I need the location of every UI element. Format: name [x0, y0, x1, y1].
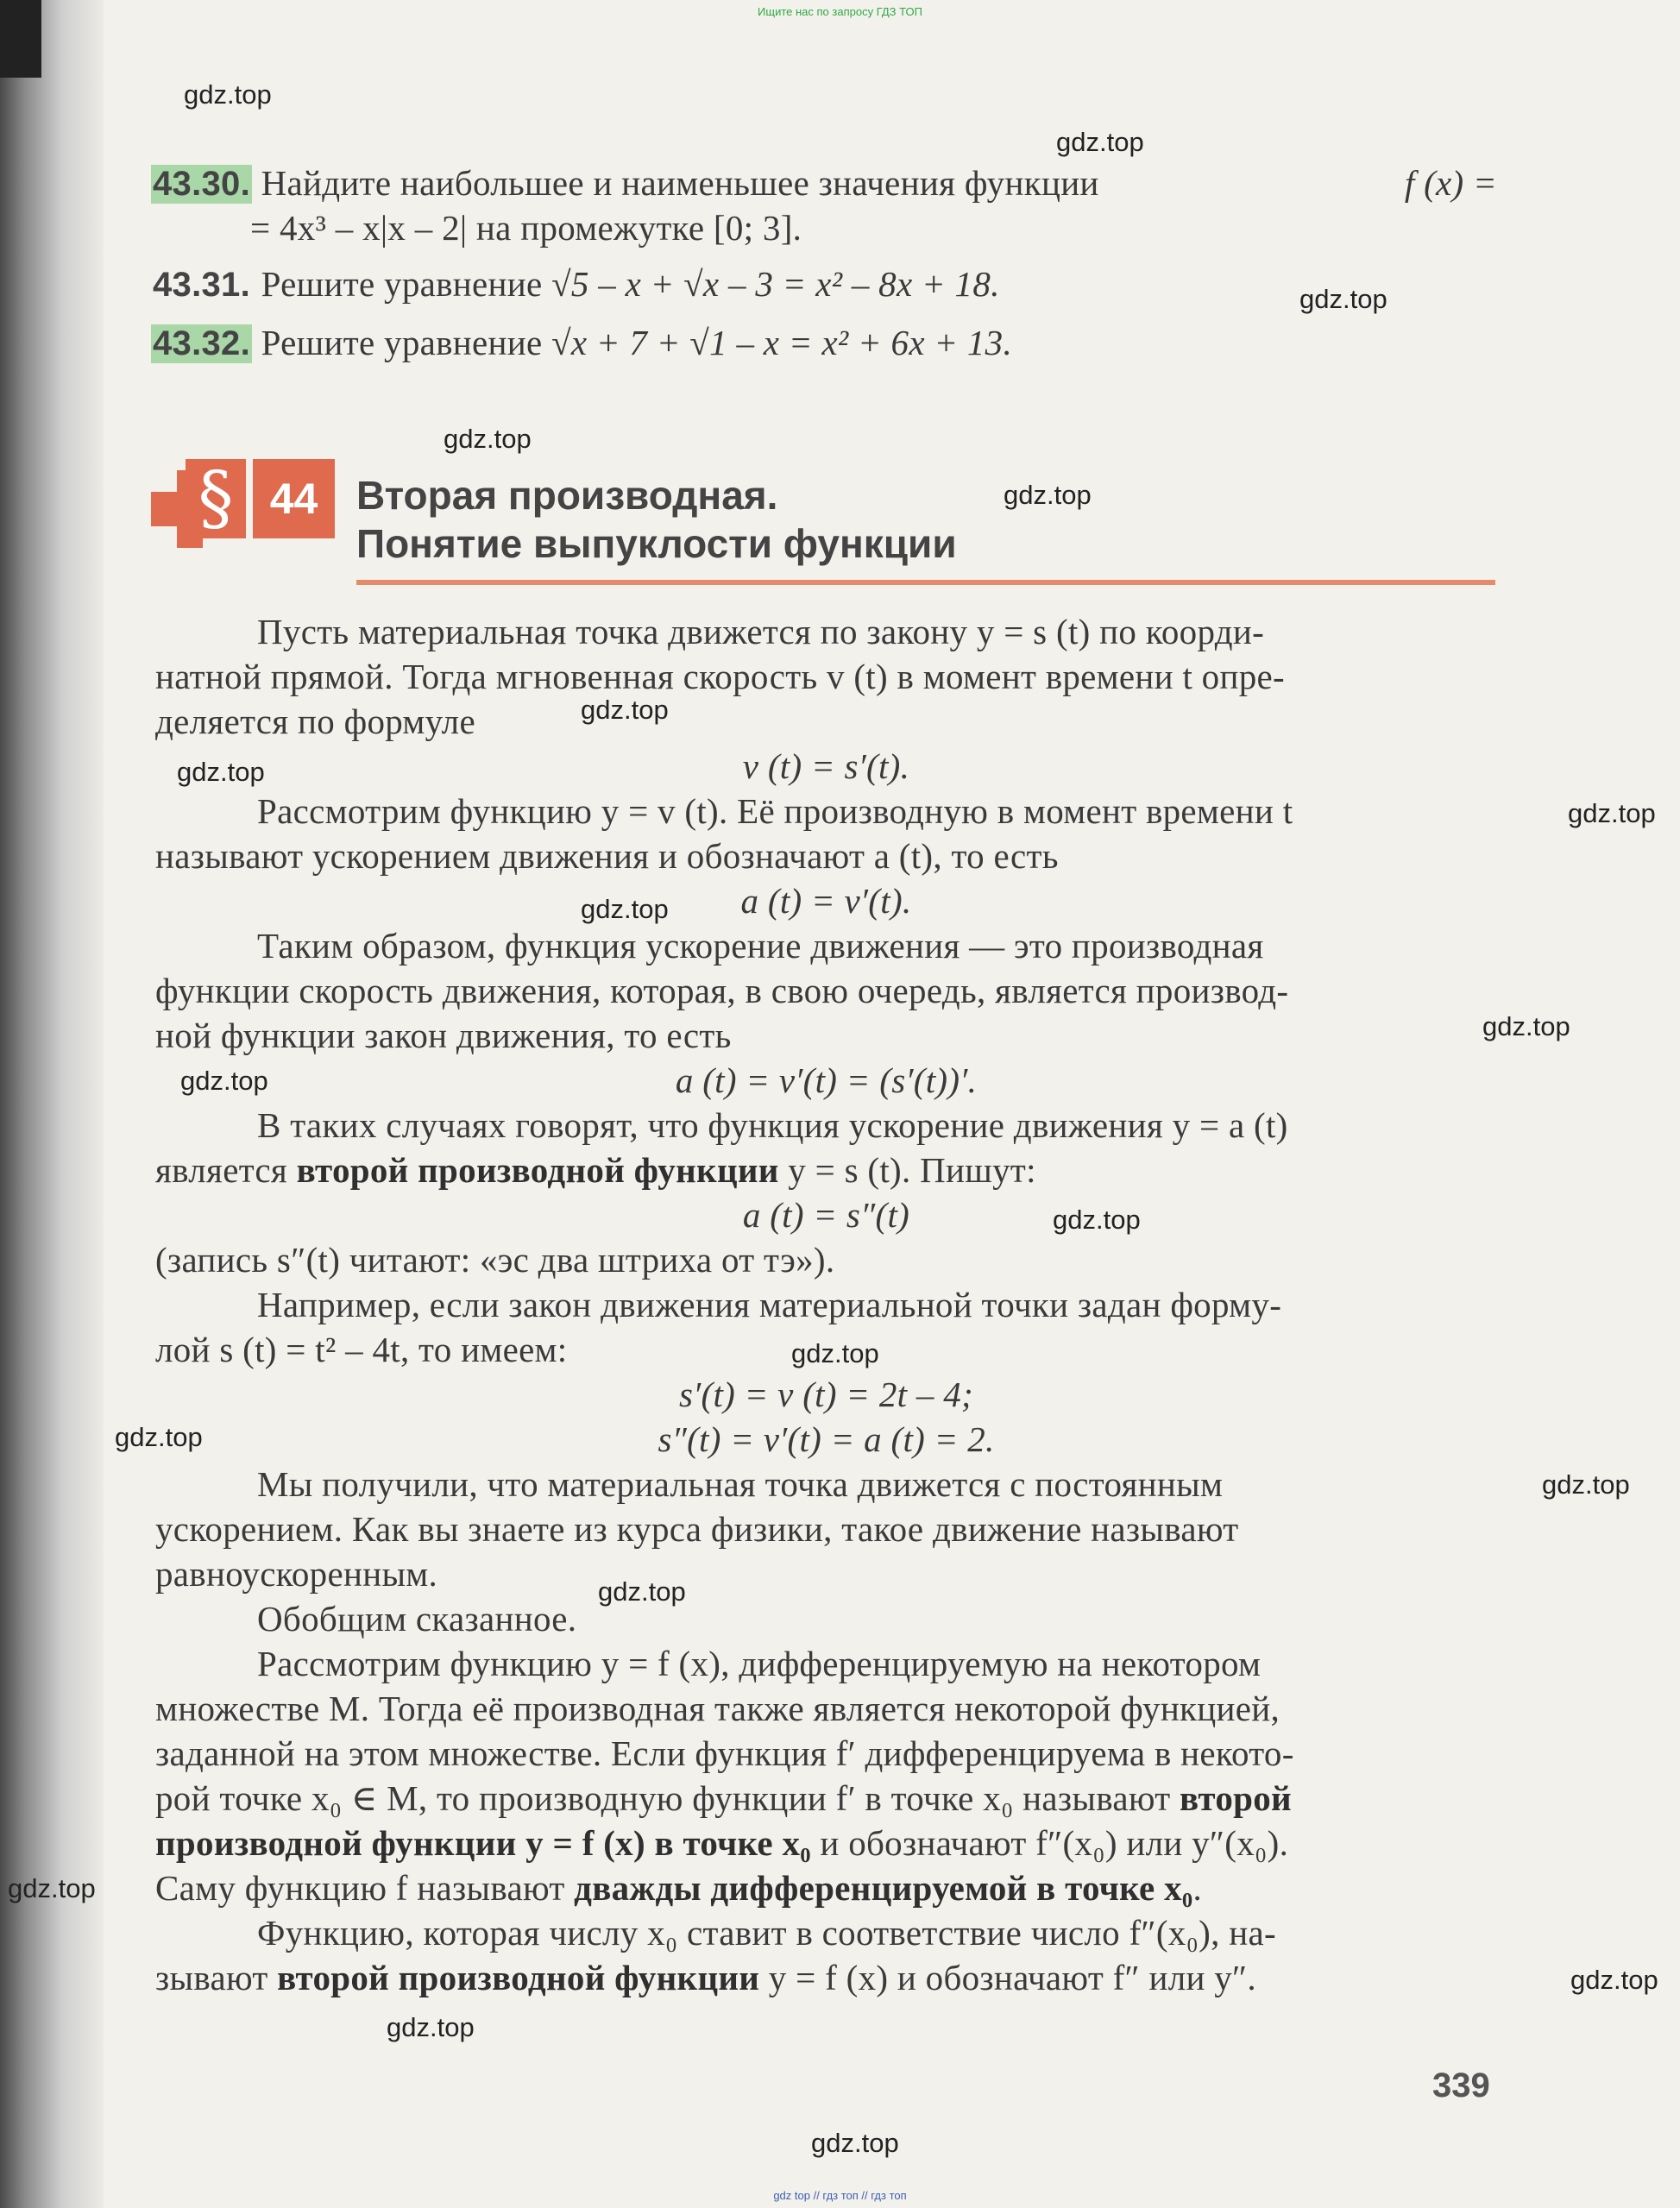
watermark: gdz.top — [180, 1066, 268, 1096]
bottom-note: gdz top // гдз топ // гдз топ — [773, 2189, 907, 2202]
text: y = s (t). Пишут: — [778, 1150, 1036, 1190]
exercise-number: 43.31. — [153, 266, 251, 304]
paragraph-line: (запись s″(t) читают: «эс два штриха от тэ»). — [155, 1240, 835, 1280]
watermark: gdz.top — [581, 695, 669, 725]
watermark: gdz.top — [177, 757, 265, 787]
watermark: gdz.top — [1053, 1205, 1141, 1235]
paragraph-line — [155, 1822, 1288, 1864]
exercise-equation: √5 – x + √x – 3 = x² – 8x + 18. — [551, 264, 1000, 304]
watermark: gdz.top — [444, 424, 532, 454]
exercise-text: Решите уравнение — [261, 264, 543, 304]
watermark: gdz.top — [581, 894, 669, 924]
formula: s′(t) = v (t) = 2t – 4; — [678, 1374, 974, 1414]
text: является — [155, 1150, 297, 1190]
formula: s″(t) = v′(t) = a (t) = 2. — [658, 1419, 995, 1459]
paragraph-line: функции скорость движения, которая, в свою очередь, является производ- — [155, 971, 1289, 1010]
paragraph-line — [155, 1867, 1202, 1909]
watermark: gdz.top — [1542, 1469, 1630, 1500]
paragraph-line: Обобщим сказанное. — [257, 1599, 577, 1639]
watermark: gdz.top — [811, 2128, 899, 2158]
paragraph-line: называют ускорением движения и обозначают a (t), то есть — [155, 836, 1059, 876]
term: второй — [1180, 1778, 1292, 1818]
exercise-43-31 — [151, 263, 1000, 305]
term: второй производной функции — [296, 1150, 779, 1190]
exercise-43-30 — [151, 162, 1497, 204]
paragraph-line: Таким образом, функция ускорение движения — это производная — [257, 926, 1264, 966]
paragraph-line: лой s (t) = t² – 4t, то имеем: — [155, 1330, 568, 1369]
paragraph-line: ускорением. Как вы знаете из курса физики, такое движение называют — [155, 1509, 1239, 1549]
formula: v (t) = s′(t). — [742, 746, 910, 786]
text: и обозначают f″(x₀) или y″(x₀). — [810, 1823, 1289, 1863]
exercise-number: 43.32. — [153, 324, 251, 362]
exercise-text: Решите уравнение — [261, 323, 543, 362]
text: рой точке x₀ ∈ M, то производную функции f′ в точке x₀ называют — [155, 1778, 1180, 1818]
text: . — [1192, 1868, 1203, 1908]
text: y = f (x) и обозначают f″ или y″. — [759, 1958, 1256, 1997]
top-search-note: Ищите нас по запросу ГДЗ ТОП — [758, 5, 922, 18]
watermark: gdz.top — [1482, 1011, 1570, 1041]
watermark: gdz.top — [387, 2012, 475, 2042]
watermark: gdz.top — [1004, 480, 1092, 510]
term: второй производной функции — [277, 1958, 760, 1997]
watermark: gdz.top — [1568, 798, 1656, 828]
watermark: gdz.top — [598, 1576, 686, 1607]
text: зывают — [155, 1958, 278, 1997]
paragraph-line: натной прямой. Тогда мгновенная скорость v (t) в момент времени t опре- — [155, 657, 1285, 696]
term: дважды дифференцируемой в точке x₀ — [574, 1868, 1193, 1908]
paragraph-line: равноускоренным. — [155, 1554, 438, 1594]
watermark: gdz.top — [184, 79, 272, 110]
paragraph-line — [155, 1957, 1256, 1998]
watermark: gdz.top — [1056, 127, 1144, 157]
exercise-43-30-continuation: = 4x³ – x|x – 2| на промежутке [0; 3]. — [250, 208, 802, 248]
paragraph-line — [257, 611, 1497, 652]
paragraph-line: Рассмотрим функцию y = v (t). Её производную в момент времени t — [257, 791, 1293, 831]
paragraph-line: множестве M. Тогда её производная также является некоторой функцией, — [155, 1689, 1280, 1728]
section-sign: § — [186, 459, 246, 538]
exercise-formula: f (x) = — [1404, 163, 1497, 203]
paragraph-line: В таких случаях говорят, что функция ускорение движения y = a (t) — [257, 1105, 1288, 1145]
formula: a (t) = v′(t). — [740, 881, 912, 921]
text: Саму функцию f называют — [155, 1868, 575, 1908]
paragraph-line: ной функции закон движения, то есть — [155, 1016, 732, 1055]
paragraph-line: Функцию, которая числу x₀ ставит в соответствие число f″(x₀), на- — [257, 1913, 1276, 1953]
text: Пусть материальная точка движется по закону y = s (t) по коорди- — [257, 612, 1265, 651]
exercise-43-32 — [151, 322, 1012, 363]
paragraph-line: Например, если закон движения материальной точки задан форму- — [257, 1285, 1282, 1324]
exercise-equation: √x + 7 + √1 – x = x² + 6x + 13. — [551, 323, 1013, 362]
paragraph-line: Мы получили, что материальная точка движется с постоянным — [257, 1464, 1224, 1504]
watermark: gdz.top — [1299, 284, 1387, 314]
watermark: gdz.top — [8, 1873, 96, 1903]
paragraph-line — [155, 1149, 1036, 1191]
formula: a (t) = v′(t) = (s′(t))′. — [675, 1060, 978, 1100]
paragraph-line: Рассмотрим функцию y = f (x), дифференцируемую на некотором — [257, 1644, 1262, 1683]
exercise-number: 43.30. — [153, 165, 251, 203]
watermark: gdz.top — [791, 1338, 879, 1368]
watermark: gdz.top — [115, 1422, 203, 1452]
paragraph-line — [155, 1777, 1292, 1819]
formula: a (t) = s″(t) — [742, 1195, 910, 1235]
section-underline — [356, 580, 1495, 585]
exercise-text: Найдите наибольшее и наименьшее значения функции — [261, 163, 1099, 203]
paragraph-line: деляется по формуле — [155, 701, 475, 741]
section-title-line1: Вторая производная. — [356, 473, 778, 518]
page-number: 339 — [1432, 2066, 1490, 2104]
watermark: gdz.top — [1570, 1965, 1658, 1995]
section-title-line2: Понятие выпуклости функции — [356, 521, 957, 566]
term: производной функции y = f (x) в точке x₀ — [155, 1823, 811, 1863]
paragraph-line: заданной на этом множестве. Если функция f′ дифференцируема в некото- — [155, 1733, 1294, 1773]
section-number: 44 — [253, 459, 335, 538]
